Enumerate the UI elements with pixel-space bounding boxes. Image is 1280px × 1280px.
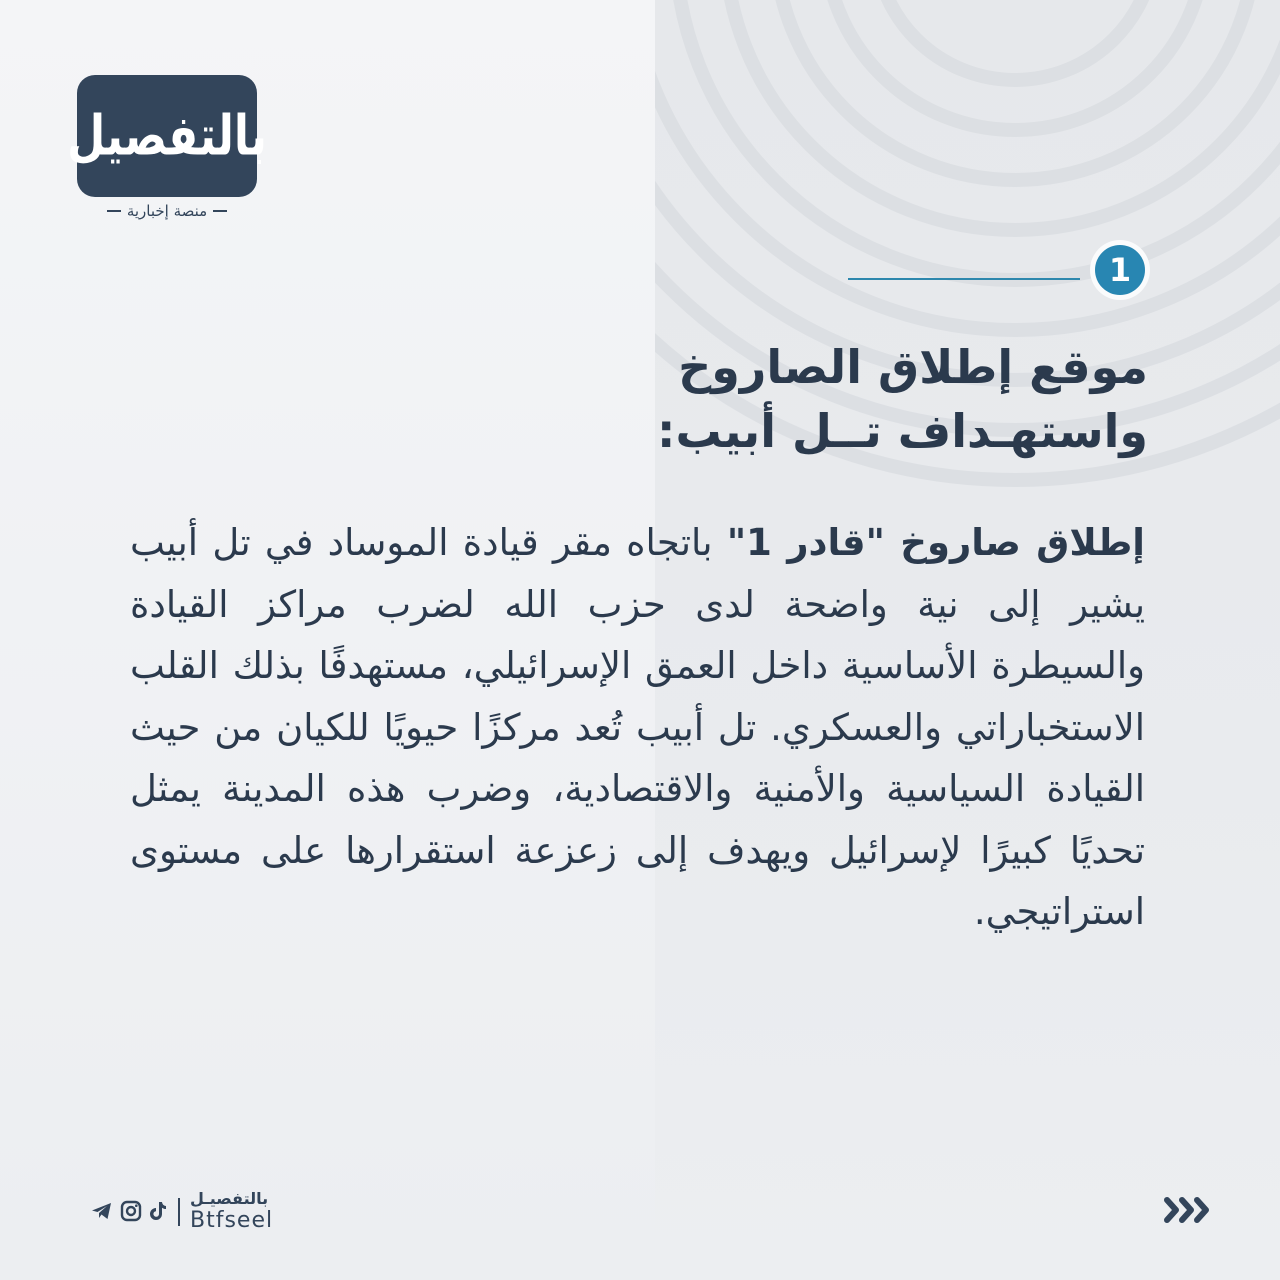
logo-tagline [77,202,257,220]
logo-wordmark: بالتفصيل [67,104,267,168]
footer-separator [178,1198,180,1226]
body-paragraph [130,512,1145,943]
triple-chevron-right-icon[interactable] [1162,1195,1212,1225]
section-heading [448,335,1148,463]
section-number-badge [1090,240,1150,300]
heading-line-1: موقع إطلاق الصاروخ [678,340,1148,394]
footer-brand-arabic: بالتفصيـل [190,1189,269,1208]
heading-line-2: واستهـداف تــل أبيب: [657,404,1148,458]
section-number: 1 [1095,245,1145,295]
body-text: باتجاه مقر قيادة الموساد في تل أبيب يشير إلى نية واضحة لدى حزب الله لضرب مراكز القيادة والسيطرة الأساسية داخل العمق الإسرائيلي، مستهدفًا بذلك القلب الاستخباراتي والعسكري. تل أبيب تُعد مركزًا حيويًا للكيان من حيث القيادة السياسية والأمنية والاقتصادية، وضرب هذه المدينة يمثل تحديًا كبيرًا لإسرائيل ويهدف إلى زعزعة استقرارها على مستوى استراتيجي. [130,521,1145,933]
tagline-text: منصة إخبارية [126,202,208,220]
telegram-icon[interactable] [90,1199,114,1223]
tiktok-icon[interactable] [146,1199,170,1223]
footer-brand-latin: Btfseel [190,1208,274,1233]
instagram-icon[interactable] [119,1199,143,1223]
tagline-dash [213,210,227,212]
footer-brand [190,1190,273,1234]
tagline-dash [107,210,121,212]
logo [67,75,267,197]
body-bold-lead: إطلاق صاروخ "قادر 1" [726,521,1145,564]
section-divider [848,278,1080,280]
